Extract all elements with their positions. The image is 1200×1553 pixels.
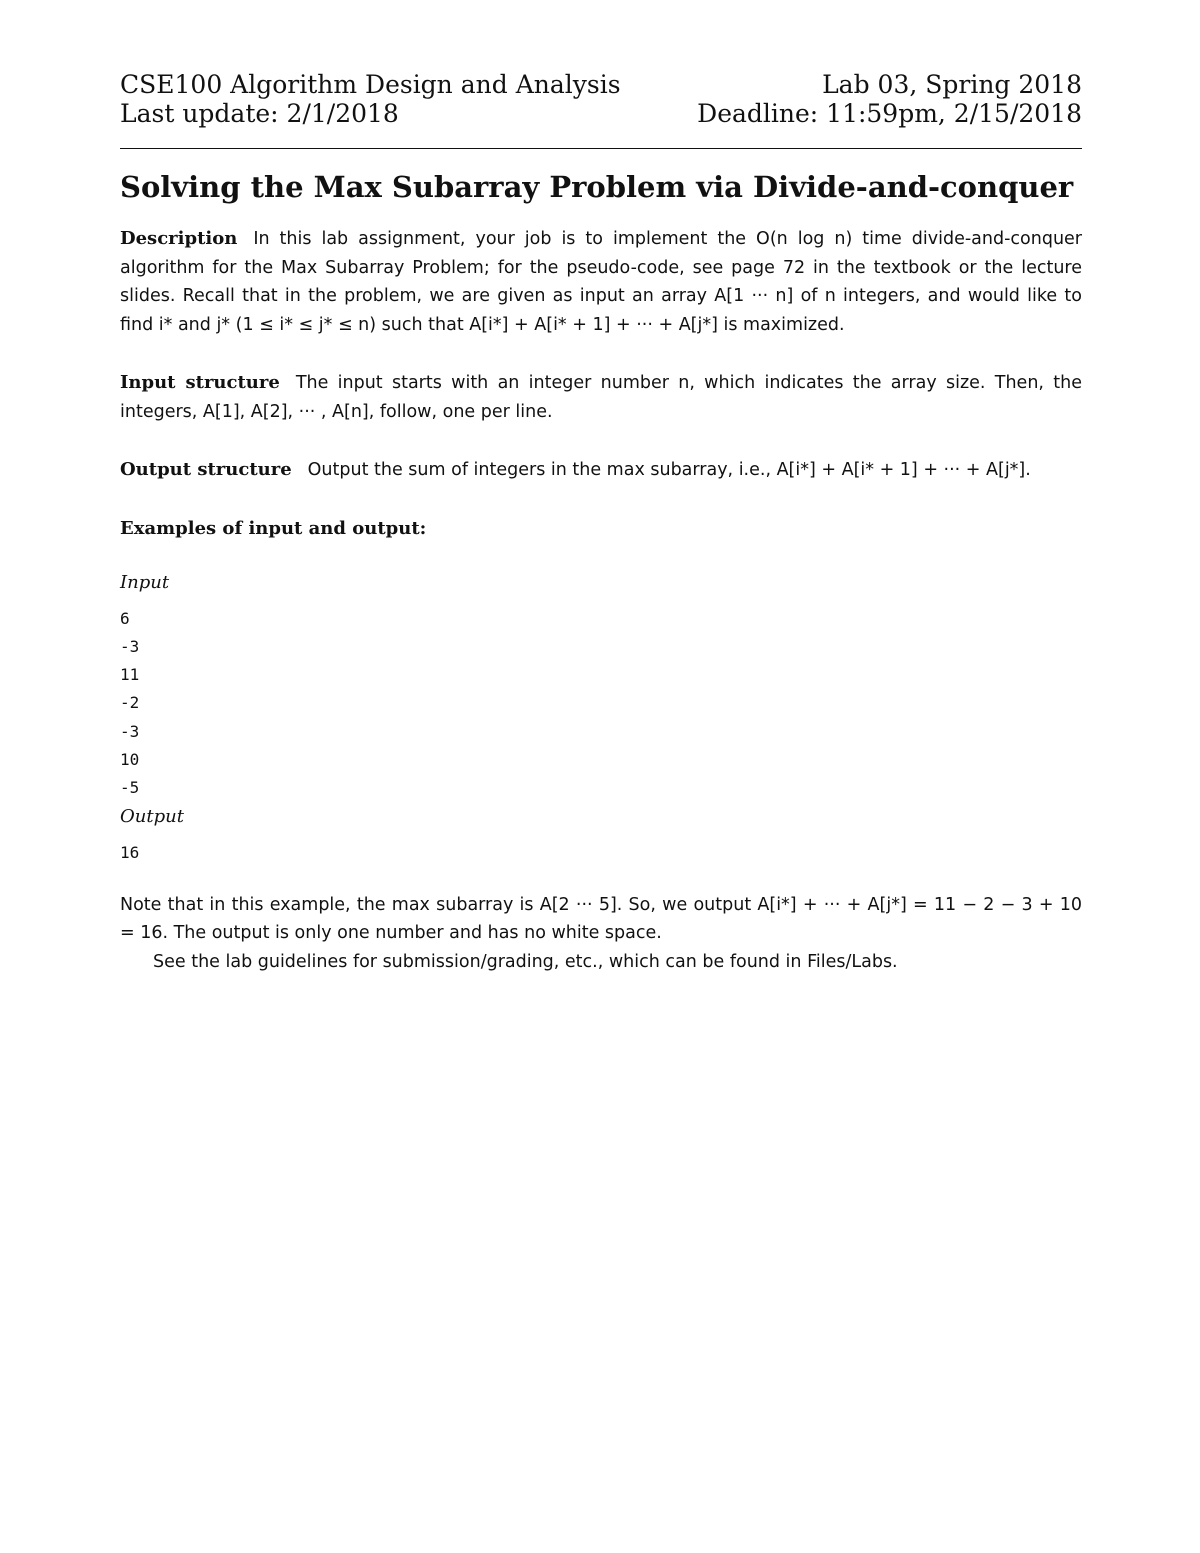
input-structure-paragraph (120, 369, 1082, 426)
input-line: 6 (120, 608, 130, 628)
spacer (120, 485, 1082, 515)
input-line: -3 (120, 636, 140, 656)
input-structure-text: The input starts with an integer number n, which indicates the array size. Then, the integers, A[1], A[2], ··· , A[n], follow, one per line. (120, 373, 1082, 422)
header-divider (120, 148, 1082, 149)
output-structure-paragraph (120, 456, 1082, 485)
last-update: Last update: 2/1/2018 (120, 99, 399, 128)
spacer (120, 543, 1082, 569)
input-line: -5 (120, 778, 140, 798)
header-row-1 (120, 70, 1082, 99)
output-example-block (120, 839, 1082, 867)
input-line: -2 (120, 693, 140, 713)
spacer (120, 339, 1082, 369)
output-example-label: Output (120, 805, 184, 827)
document-title: Solving the Max Subarray Problem via Divide-and-conquer (120, 170, 1074, 204)
header-row-2 (120, 99, 1082, 128)
guidelines-paragraph: See the lab guidelines for submission/grading, etc., which can be found in Files/Labs. (153, 951, 898, 972)
spacer (120, 831, 1082, 839)
spacer (120, 597, 1082, 605)
deadline: Deadline: 11:59pm, 2/15/2018 (697, 99, 1082, 128)
course-name: CSE100 Algorithm Design and Analysis (120, 70, 621, 99)
input-example-block (120, 605, 1082, 803)
lab-number: Lab 03, Spring 2018 (822, 70, 1082, 99)
input-line: 11 (120, 665, 140, 685)
output-structure-label: Output structure (120, 459, 292, 480)
input-line: 10 (120, 749, 140, 769)
input-line: -3 (120, 721, 140, 741)
output-line: 16 (120, 842, 140, 862)
input-structure-label: Input structure (120, 372, 280, 393)
output-structure-text: Output the sum of integers in the max subarray, i.e., A[i*] + A[i* + 1] + ··· + A[j*]. (307, 460, 1031, 480)
examples-heading: Examples of input and output: (120, 517, 427, 539)
description-label: Description (120, 228, 238, 249)
spacer (120, 867, 1082, 891)
description-text: In this lab assignment, your job is to implement the O(n log n) time divide-and-conquer algorithm for the Max Subarray Problem; for the pseudo-code, see page 72 in the textbook or the lecture slides. Recall that in the problem, we are given as input an array A[1 ··· n] of n integers, and would like to find i* and j* (1 ≤ i* ≤ j* ≤ n) such that A[i*] + A[i* + 1] + ··· + A[j*] is maximized. (120, 229, 1082, 335)
note-paragraph: Note that in this example, the max subarray is A[2 ··· 5]. So, we output A[i*] + ··· + A[j*] = 11 − 2 − 3 + 10 = 16. The output is only one number and has no white space. (120, 894, 1082, 944)
document-page (120, 70, 1082, 976)
spacer (120, 426, 1082, 456)
input-example-label: Input (120, 571, 170, 593)
description-paragraph (120, 225, 1082, 339)
